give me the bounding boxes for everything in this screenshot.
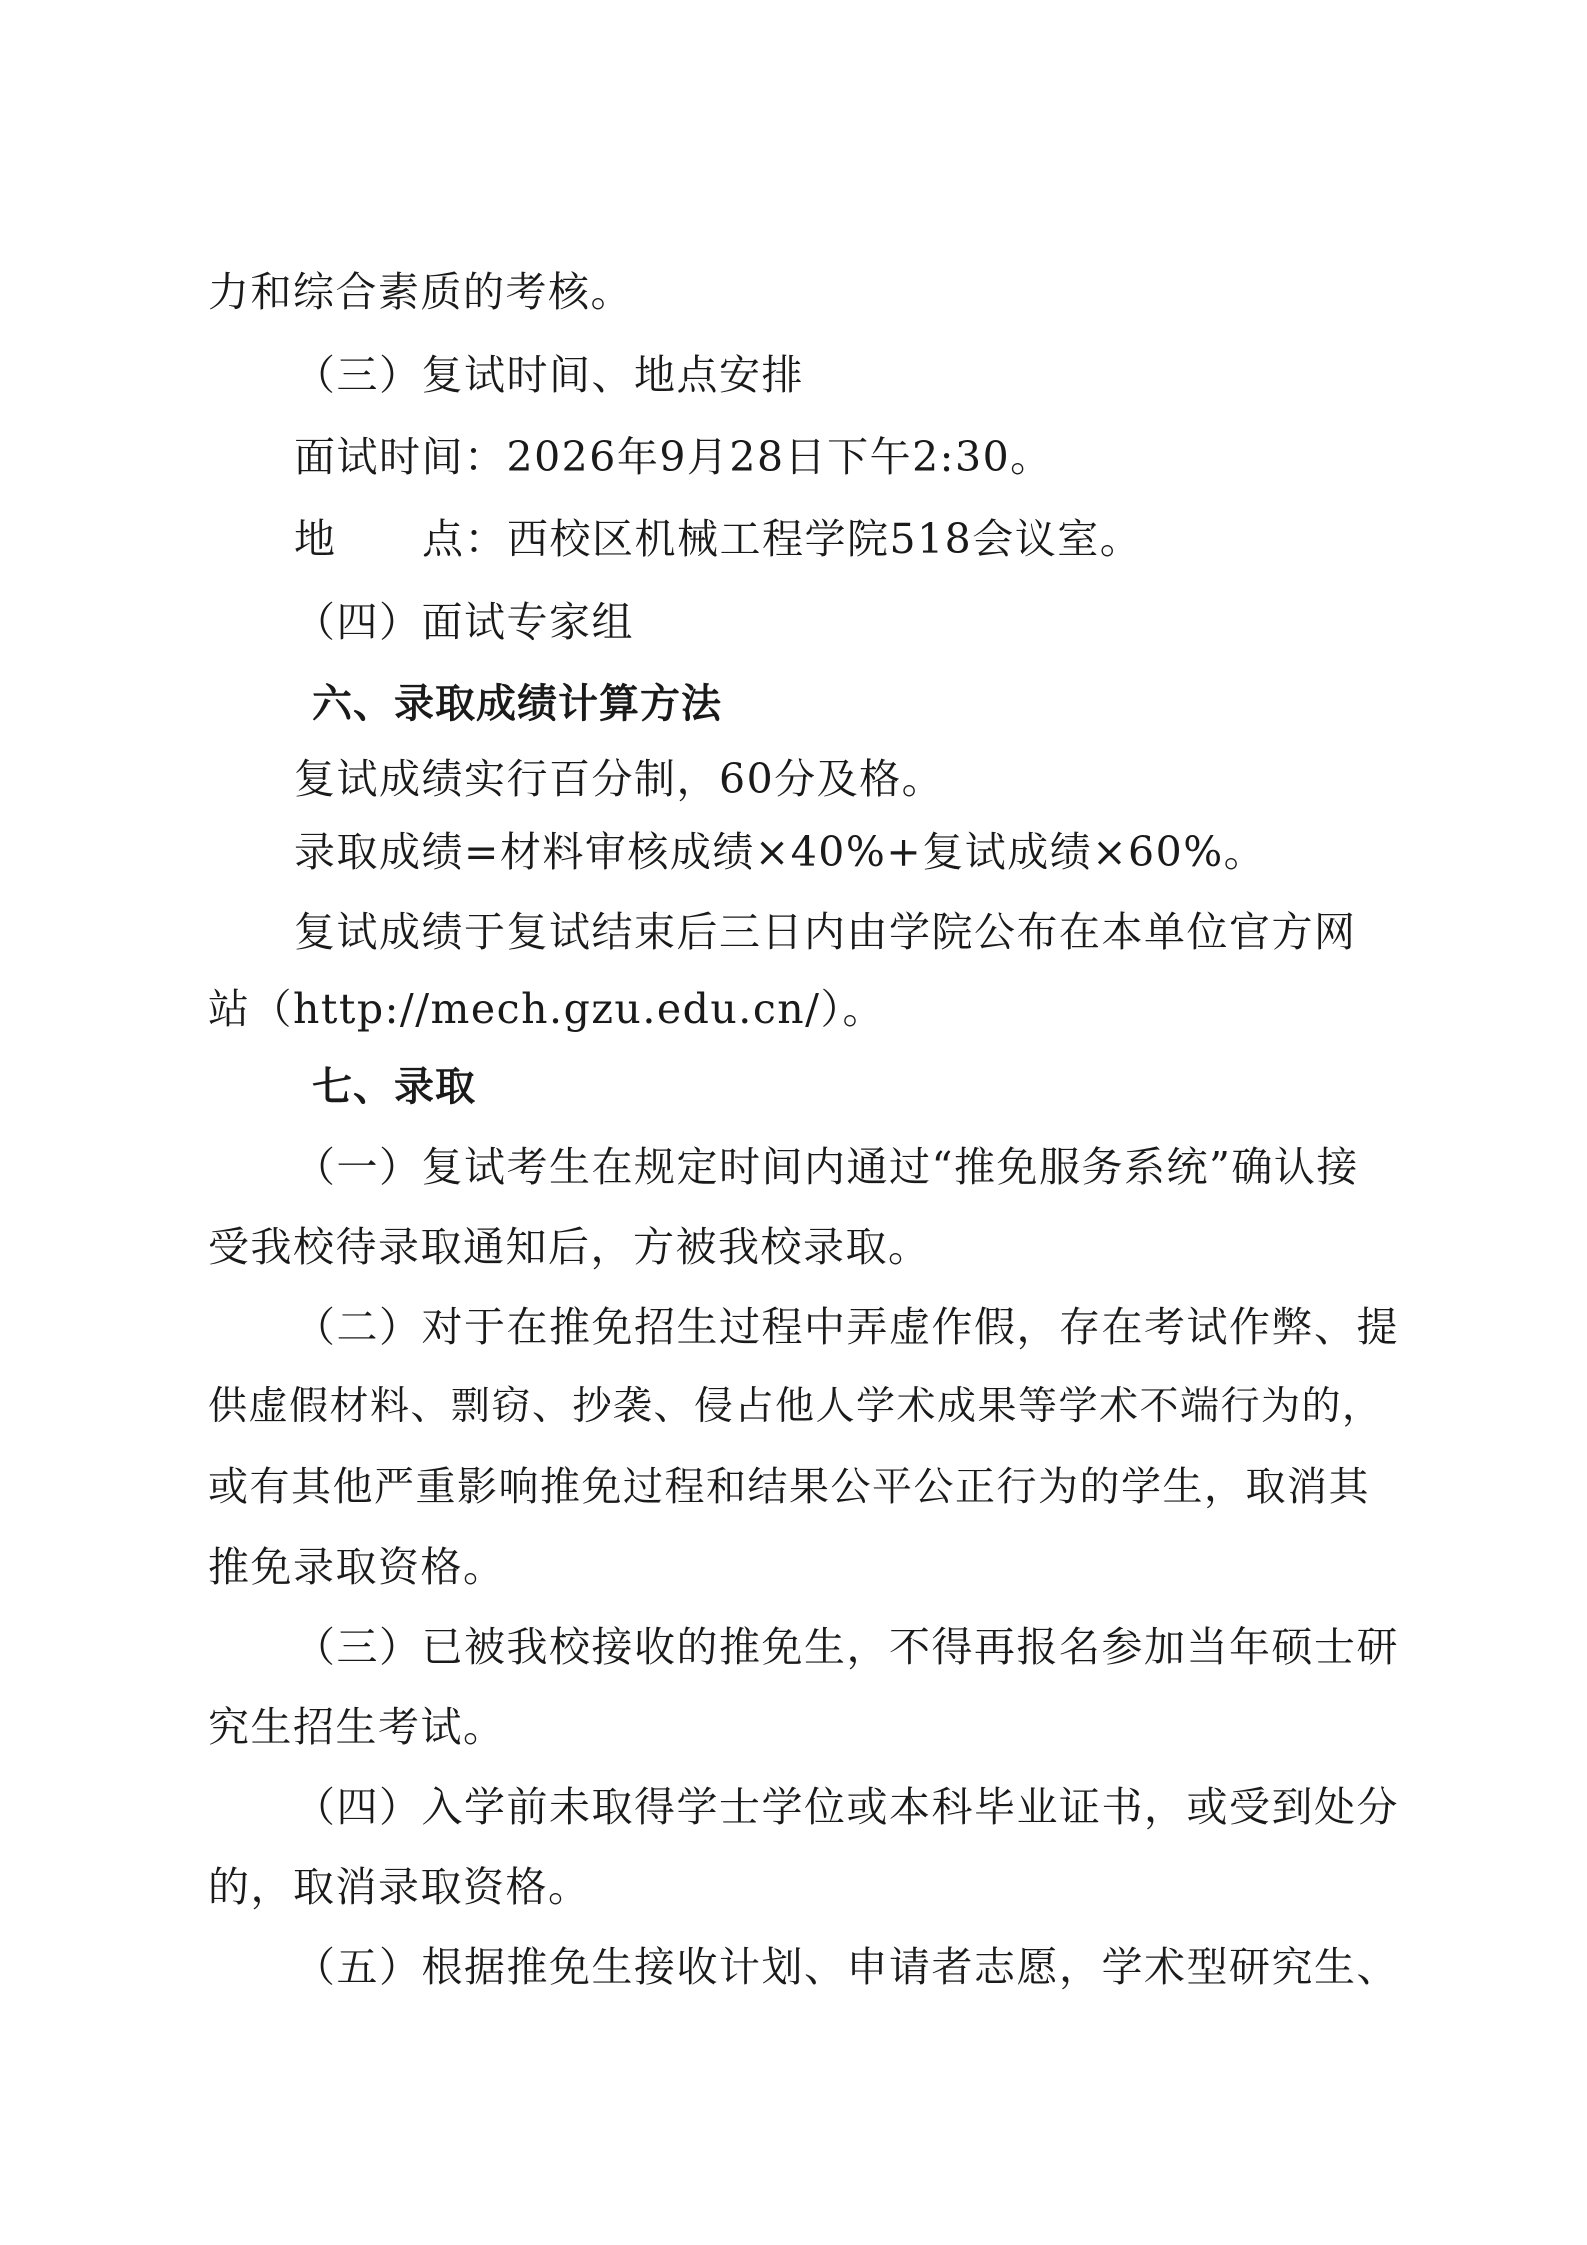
paragraph-line: （三）已被我校接收的推免生，不得再报名参加当年硕士研 [294, 1623, 1399, 1671]
formula-line: 录取成绩=材料审核成绩×40%+复试成绩×60%。 [294, 828, 1267, 876]
paragraph-line: 供虚假材料、剽窃、抄袭、侵占他人学术成果等学术不端行为的， [208, 1384, 1383, 1429]
venue-label: 地 [294, 515, 337, 563]
paragraph-line: 复试成绩于复试结束后三日内由学院公布在本单位官方网 [294, 908, 1357, 956]
paragraph-line: 受我校待录取通知后，方被我校录取。 [208, 1223, 931, 1271]
paragraph-line: 的，取消录取资格。 [208, 1863, 591, 1911]
paragraph-line: （五）根据推免生接收计划、申请者志愿，学术型研究生、 [294, 1943, 1399, 1991]
subheading-line: （三）复试时间、地点安排 [294, 351, 804, 399]
interview-time-line: 面试时间：2026年9月28日下午2:30。 [294, 433, 1053, 481]
paragraph-line: （二）对于在推免招生过程中弄虚作假，存在考试作弊、提 [294, 1303, 1399, 1351]
venue-line [294, 507, 1474, 571]
venue-text: 点：西校区机械工程学院518会议室。 [422, 515, 1143, 563]
paragraph-line: 复试成绩实行百分制，60分及格。 [294, 755, 945, 803]
paragraph-line: （四）入学前未取得学士学位或本科毕业证书，或受到处分 [294, 1783, 1399, 1831]
paragraph-line: （一）复试考生在规定时间内通过“推免服务系统”确认接 [294, 1143, 1359, 1191]
paragraph-line: 究生招生考试。 [208, 1703, 506, 1751]
paragraph-line: 推免录取资格。 [208, 1543, 506, 1591]
paragraph-line: 站（http://mech.gzu.edu.cn/）。 [208, 985, 886, 1033]
paragraph-line: 力和综合素质的考核。 [208, 268, 633, 316]
section-heading: 六、录取成绩计算方法 [312, 681, 722, 727]
paragraph-line: 或有其他严重影响推免过程和结果公平公正行为的学生，取消其 [208, 1464, 1370, 1510]
subheading-line: （四）面试专家组 [294, 598, 634, 646]
section-heading: 七、录取 [312, 1064, 476, 1110]
